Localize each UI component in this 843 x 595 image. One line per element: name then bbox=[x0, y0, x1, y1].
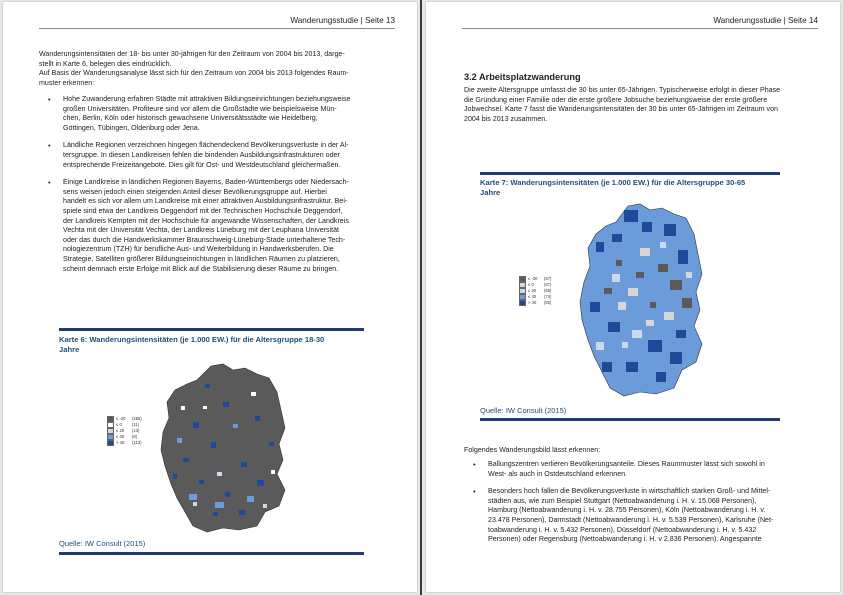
legend-count: (87) bbox=[544, 276, 552, 282]
map-source: Quelle: IW Consult (2015) bbox=[59, 539, 146, 548]
caption-rule bbox=[480, 172, 780, 175]
bullet-line: handelt es sich vor allem um Landkreise mit einer attraktiven Ausbildungsinfrastruktur. Bei- bbox=[63, 197, 348, 206]
legend-count: (74) bbox=[544, 294, 552, 300]
legend-row bbox=[519, 300, 551, 306]
caption-line: Karte 7: Wanderungsintensitäten (je 1.000 EW.) für die Altersgruppe 30-65 bbox=[480, 178, 746, 187]
legend-label: ≤ 40 bbox=[116, 434, 125, 440]
intro-text bbox=[464, 86, 824, 124]
map-source: Quelle: IW Consult (2015) bbox=[480, 406, 567, 415]
germany-map-18-30 bbox=[153, 362, 303, 534]
outro-text: Folgendes Wanderungsbild lässt erkennen: bbox=[464, 446, 601, 454]
bullet-line: städten aus, wie zum Beispiel Stuttgart (Nettoabwanderung i. H. v. 15.068 Personen), bbox=[488, 496, 757, 505]
bullet-line: entsprechende Freizeitangebote. Dies gilt für Ost- und Westdeutschland gleichermaßen. bbox=[63, 160, 341, 169]
bullet-list bbox=[39, 95, 399, 282]
legend-row bbox=[107, 440, 142, 446]
bullet-line: scheint demnach erste Erfolge mit Blick auf die Stabilisierung dieser Räume zu bringen. bbox=[63, 264, 339, 273]
legend-count: (113) bbox=[132, 440, 142, 446]
caption-rule-bottom bbox=[59, 552, 364, 555]
bullet-icon: • bbox=[48, 141, 51, 151]
legend-swatch bbox=[107, 440, 114, 446]
legend-count: (67) bbox=[544, 282, 552, 288]
list-item bbox=[464, 460, 829, 479]
caption-line: Jahre bbox=[480, 187, 501, 197]
bullet-line: Vechta mit der Universität Vechta, der Landkreis Lüneburg mit der Leuphana Universität bbox=[63, 226, 340, 235]
list-item bbox=[464, 487, 829, 545]
intro-line: die Gründung einer Familie oder die erste größere Jobsuche beziehungsweise der erste größere bbox=[464, 95, 768, 104]
caption-rule bbox=[59, 328, 364, 331]
bullet-line: Einige Landkreise in ländlichen Regionen Bayerns, Baden-Württembergs oder Niedersach- bbox=[63, 178, 349, 187]
legend-label: > 40 bbox=[116, 440, 125, 446]
legend-count: (82) bbox=[544, 300, 552, 306]
map-caption bbox=[480, 178, 785, 198]
legend-swatch bbox=[519, 300, 526, 306]
intro-line: Jobwechsel. Karte 7 fasst die Wanderungsintensitäten der 30 bis unter 65-Jährigen im Zeitraum von bbox=[464, 105, 778, 114]
legend-label: ≤ 0 bbox=[528, 282, 534, 288]
bullet-list bbox=[464, 460, 829, 553]
list-item bbox=[39, 178, 399, 274]
intro-text bbox=[39, 50, 395, 88]
legend-count: (11) bbox=[132, 422, 140, 428]
intro-line: Wanderungsintensitäten der 18- bis unter 30-jährigen für den Zeitraum von 2004 bis 2013, darge- bbox=[39, 50, 345, 58]
legend-label: > 40 bbox=[528, 300, 537, 306]
page-right bbox=[426, 2, 840, 592]
legend-label: ≤ 20 bbox=[528, 288, 537, 294]
intro-line: stellt in Karte 6, belegen dies eindrücklich. bbox=[39, 59, 172, 68]
bullet-line: Personen) oder Regensburg (Nettoabwanderung i. H. v 2.836 Personen). Angespannte bbox=[488, 535, 762, 544]
list-item bbox=[39, 141, 399, 170]
page-header: Wanderungsstudie | Seite 13 bbox=[39, 16, 395, 29]
bullet-line: tersgruppe. In diesen Landkreisen fehlen die bindenden Ausbildungsinfrastrukturen oder bbox=[63, 150, 340, 159]
intro-line: muster erkennen: bbox=[39, 78, 95, 87]
intro-line: 2004 bis 2013 zusammen. bbox=[464, 114, 548, 123]
bullet-line: chen, Berlin, Köln oder historisch gewachsene Universitätsstädte wie Heidelberg, bbox=[63, 114, 318, 123]
bullet-line: West- als auch in Ostdeutschland erkennen. bbox=[488, 469, 628, 478]
bullet-line: Ländliche Regionen verzeichnen hingegen flächendeckend Bevölkerungsverluste in der Al- bbox=[63, 141, 349, 150]
legend-count: (265) bbox=[132, 416, 142, 422]
page-header: Wanderungsstudie | Seite 14 bbox=[462, 16, 818, 29]
bullet-line: 23.478 Personen), Darmstadt (Nettoabwanderung i. H. v. 5.539 Personen), Karlsruhe (Net- bbox=[488, 515, 774, 524]
intro-line: Auf Basis der Wanderungsanalyse lässt sich für den Zeitraum von 2004 bis 2013 folgendes Raum- bbox=[39, 69, 349, 78]
map-legend bbox=[107, 416, 142, 446]
map-legend bbox=[519, 276, 551, 306]
bullet-icon: • bbox=[48, 95, 51, 104]
section-heading: 3.2 Arbeitsplatzwanderung bbox=[464, 72, 581, 82]
bullet-line: toabwanderung i. H. v. 5.432 Personen), Düsseldorf (Nettoabwanderung i. H. v. 5.432 bbox=[488, 525, 757, 534]
bullet-icon: • bbox=[473, 460, 476, 469]
caption-rule-bottom bbox=[480, 418, 780, 421]
bullet-line: Göttingen, Tübingen, Oldenburg oder Jena. bbox=[63, 123, 200, 132]
bullet-icon: • bbox=[473, 487, 476, 497]
germany-map-30-65 bbox=[576, 202, 716, 398]
legend-label: ≤ -20 bbox=[528, 276, 538, 282]
legend-label: ≤ 40 bbox=[528, 294, 537, 300]
bullet-line: spiele sind etwa der Landkreis Deggendorf mit der Technischen Hochschule Deggendorf, bbox=[63, 206, 343, 215]
intro-line: Die zweite Altersgruppe umfasst die 30 bis unter 65-Jährigen. Typischerweise erfolgt in dieser Phase bbox=[464, 86, 781, 94]
bullet-line: nologiezentrum (TZH) für berufliche Aus- und Weiterbildung in Handwerksberufen. Die bbox=[63, 245, 334, 254]
page-left bbox=[3, 2, 417, 592]
legend-label: ≤ 0 bbox=[116, 422, 122, 428]
legend-count: (8) bbox=[132, 434, 138, 440]
bullet-line: großen Universitäten. Profiteure sind vor allem die Großstädte wie beispielsweise Mün- bbox=[63, 104, 337, 113]
legend-count: (66) bbox=[544, 288, 552, 294]
bullet-line: sens weisen jedoch einen steigenden Anteil dieser Bevölkerungsgruppe auf. Hierbei bbox=[63, 187, 327, 196]
bullet-line: Hohe Zuwanderung erfahren Städte mit attraktiven Bildungseinrichtungen beziehungsweise bbox=[63, 95, 351, 103]
legend-label: ≤ 20 bbox=[116, 428, 125, 434]
caption-line: Jahre bbox=[59, 344, 80, 354]
list-item bbox=[39, 95, 399, 133]
bullet-line: Strategie, Satelliten größerer Bildungseinrichtungen in ländlichen Räumen zu platzieren, bbox=[63, 254, 340, 263]
bullet-line: Besonders hoch fallen die Bevölkerungsverluste in wirtschaftlich starken Groß- und Mittel- bbox=[488, 487, 771, 496]
bullet-line: oder das durch die Handwerkskammer Braunschweig-Lüneburg-Stade unterhaltene Tech- bbox=[63, 235, 346, 244]
caption-line: Karte 6: Wanderungsintensitäten (je 1.000 EW.) für die Altersgruppe 18-30 bbox=[59, 335, 325, 344]
legend-label: ≤ -20 bbox=[116, 416, 126, 422]
bullet-line: Hamburg (Nettoabwanderung i. H. v. 28.755 Personen), Köln (Nettoabwanderung i. H. v. bbox=[488, 506, 766, 515]
page-gutter bbox=[420, 0, 422, 595]
bullet-icon: • bbox=[48, 178, 51, 188]
bullet-line: der Landkreis Kempten mit der Hochschule für angewandte Wissenschaften, der Landkreis bbox=[63, 216, 349, 225]
map-caption bbox=[59, 335, 364, 355]
bullet-line: Ballungszentren verlieren Bevölkerungsanteile. Dieses Raummuster lässt sich sowohl in bbox=[488, 460, 765, 468]
legend-count: (13) bbox=[132, 428, 140, 434]
